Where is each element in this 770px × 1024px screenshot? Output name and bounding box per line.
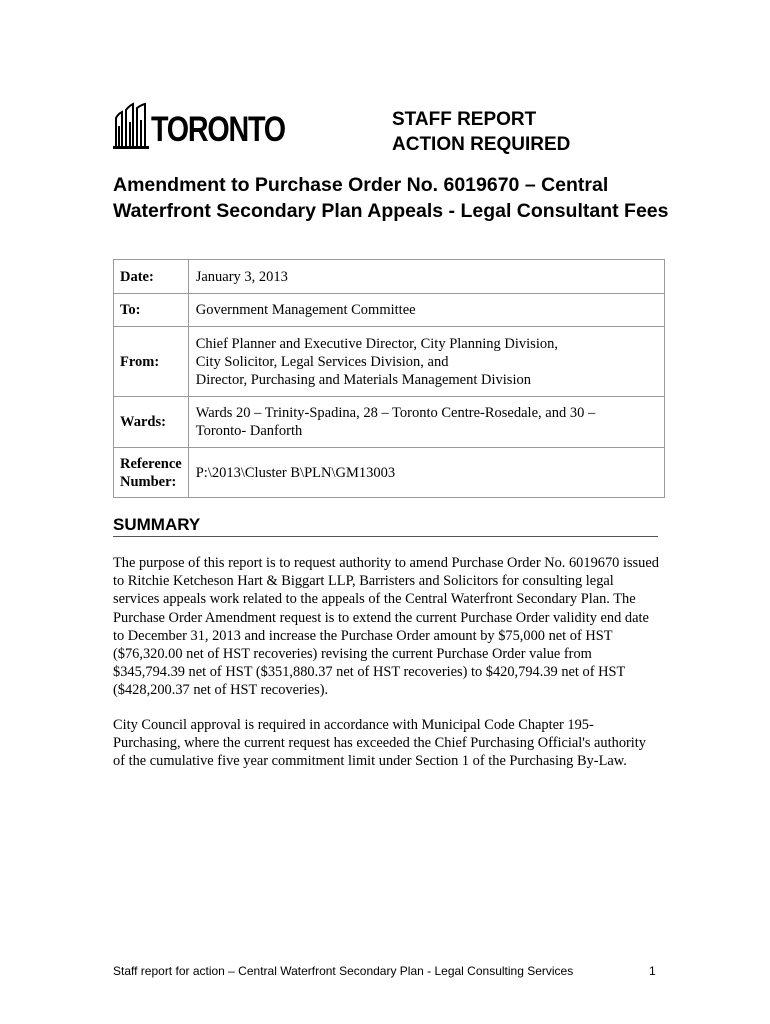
to-label: To: [114, 294, 189, 327]
report-metadata-table [113, 259, 665, 498]
footer-text: Staff report for action – Central Waterfront Secondary Plan - Legal Consulting Services [113, 964, 574, 978]
summary-paragraph: The purpose of this report is to request authority to amend Purchase Order No. 6019670 issued to Ritchie Ketcheson Hart & Biggart LLP, Barristers and Solicitors for consulting legal services appeals work related to the appeals of the Central Waterfront Secondary Plan. The Purchase Order Amendment request is to extend the current Purchase Order validity end date to December 31, 2013 and increase the Purchase Order amount by $75,000 net of HST ($76,320.00 net of HST recoveries) revising the current Purchase Order value from $345,794.39 net of HST ($351,880.37 net of HST recoveries) to $420,794.39 net of HST ($428,200.37 net of HST recoveries). [113, 555, 659, 699]
date-row [114, 260, 665, 294]
wards-value [188, 397, 664, 448]
summary-paragraph: City Council approval is required in accordance with Municipal Code Chapter 195-Purchasing, where the current request has exceeded the Chief Purchasing Official's authority of the cumulative five year commitment limit under Section 1 of the Purchasing By-Law. [113, 717, 647, 770]
from-row [114, 327, 665, 397]
report-type-line2: ACTION REQUIRED [392, 134, 571, 155]
wards-line: Toronto- Danforth [195, 423, 303, 439]
summary-heading: SUMMARY [113, 515, 658, 537]
from-line: Chief Planner and Executive Director, City Planning Division, [195, 335, 558, 352]
report-type [392, 107, 570, 157]
wards-row [114, 397, 665, 448]
reference-row [114, 448, 665, 498]
to-row [114, 294, 665, 327]
from-value [188, 327, 664, 397]
document-title: Amendment to Purchase Order No. 6019670 – Central Waterfront Secondary Plan Appeals - Legal Consultant Fees [113, 174, 669, 222]
reference-value: P:\2013\Cluster B\PLN\GM13003 [188, 448, 664, 498]
toronto-logo [113, 100, 285, 156]
from-label: From: [114, 327, 189, 397]
reference-label-line: Number: [120, 473, 177, 490]
city-hall-icon [113, 102, 149, 150]
to-value: Government Management Committee [188, 294, 664, 327]
wards-line: Wards 20 – Trinity-Spadina, 28 – Toronto Centre-Rosedale, and 30 – [195, 405, 596, 421]
from-line: Director, Purchasing and Materials Management Division [195, 371, 531, 388]
date-value: January 3, 2013 [188, 260, 664, 294]
report-type-line1: STAFF REPORT [392, 109, 537, 130]
from-line: City Solicitor, Legal Services Division, and [195, 353, 449, 370]
wards-label: Wards: [114, 397, 189, 448]
date-label: Date: [114, 260, 189, 294]
page-number: 1 [649, 964, 656, 978]
reference-label-line: Reference [120, 455, 182, 472]
reference-label [114, 448, 189, 498]
toronto-wordmark: TORONTO [151, 110, 285, 149]
